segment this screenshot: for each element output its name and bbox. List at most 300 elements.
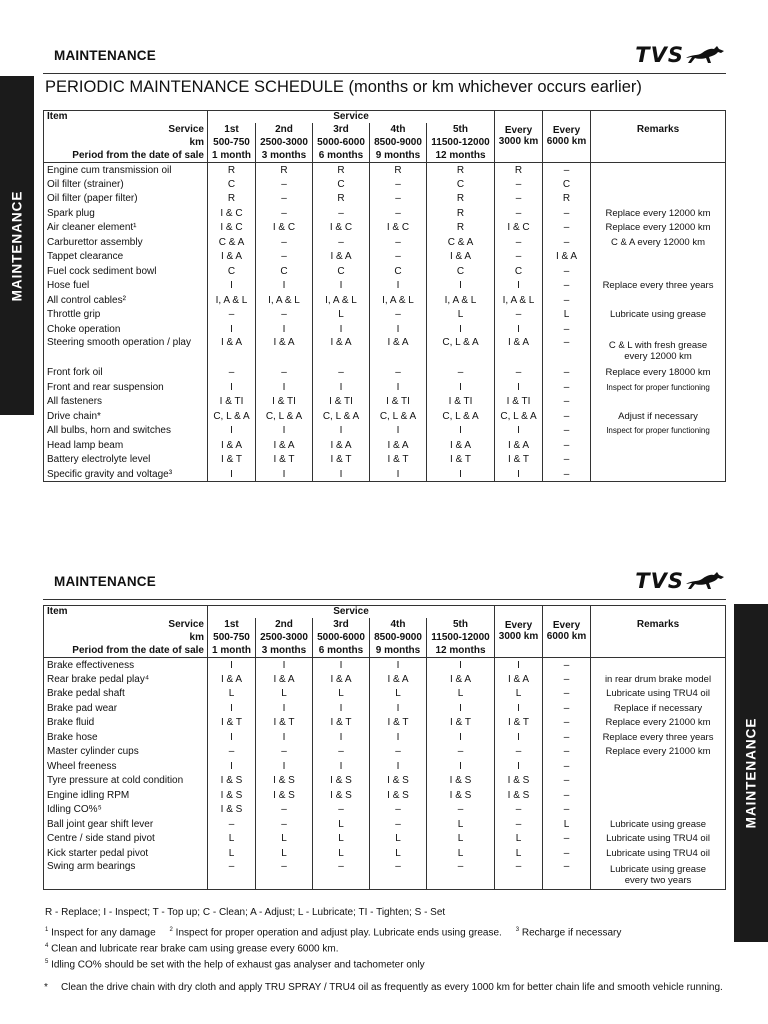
schedule-cell: – [256, 250, 313, 265]
schedule-cell: – [543, 279, 591, 294]
footnote-1: Inspect for any damage [51, 927, 156, 939]
km-label: km [44, 631, 208, 644]
schedule-cell: C [543, 177, 591, 192]
schedule-cell: C, L & A [427, 409, 495, 424]
schedule-cell: – [495, 192, 543, 207]
col-2nd: 2nd [256, 618, 313, 631]
section-label: MAINTENANCE [54, 574, 156, 589]
row-item: Throttle grip [44, 308, 208, 323]
period: 9 months [370, 644, 427, 658]
schedule-cell: L [313, 817, 370, 832]
schedule-cell: – [256, 177, 313, 192]
row-remark: C & A every 12000 km [591, 235, 726, 250]
row-item: Master cylinder cups [44, 745, 208, 760]
period: 1 month [208, 149, 256, 163]
schedule-cell: I & A [256, 672, 313, 687]
row-item: All control cables² [44, 293, 208, 308]
schedule-cell: I [208, 322, 256, 337]
service-header: Service [208, 111, 495, 123]
schedule-cell: – [313, 861, 370, 890]
schedule-cell: R [313, 163, 370, 178]
schedule-cell: I & T [256, 453, 313, 468]
schedule-cell: I & A [427, 250, 495, 265]
schedule-cell: I & S [208, 788, 256, 803]
schedule-cell: I & S [256, 788, 313, 803]
schedule-cell: I & S [313, 774, 370, 789]
footnote-row-4: $^4$ Clean and lubricate rear brake cam using grease every 6000 km. [45, 943, 339, 955]
table-row [44, 293, 726, 308]
table-row [44, 687, 726, 702]
schedule-cell: – [370, 817, 427, 832]
schedule-cell: C [427, 264, 495, 279]
schedule-cell: C, L & A [208, 409, 256, 424]
row-remark [591, 803, 726, 818]
side-tab-label: MAINTENANCE [743, 717, 759, 829]
schedule-cell: – [495, 745, 543, 760]
schedule-cell: C [427, 177, 495, 192]
schedule-cell: – [543, 395, 591, 410]
schedule-cell: C, L & A [256, 409, 313, 424]
km-range: 2500-3000 [256, 136, 313, 149]
schedule-cell: I & A [495, 672, 543, 687]
schedule-cell: I [256, 658, 313, 673]
schedule-cell: I & A [208, 337, 256, 366]
schedule-cell: C, L & A [370, 409, 427, 424]
schedule-cell: – [427, 366, 495, 381]
schedule-cell: I [313, 759, 370, 774]
schedule-cell: I [427, 730, 495, 745]
table-row [44, 817, 726, 832]
schedule-cell: L [208, 687, 256, 702]
brand-name: TVS [635, 569, 684, 593]
row-item: Kick starter pedal pivot [44, 846, 208, 861]
schedule-cell: I & T [208, 453, 256, 468]
page-header-top [43, 41, 726, 74]
brand-logo [635, 567, 726, 595]
schedule-cell: C, L & A [427, 337, 495, 366]
schedule-cell: L [495, 687, 543, 702]
schedule-cell: L [427, 832, 495, 847]
schedule-cell: I [370, 380, 427, 395]
schedule-cell: I & C [370, 221, 427, 236]
side-tab-left [0, 76, 34, 415]
schedule-cell: I [370, 759, 427, 774]
schedule-cell: R [370, 163, 427, 178]
row-item: Brake pedal shaft [44, 687, 208, 702]
star-mark: * [44, 982, 48, 993]
schedule-cell: – [256, 745, 313, 760]
horse-logo-icon [684, 44, 726, 66]
schedule-cell: I [370, 701, 427, 716]
row-remark: Replace every 12000 km [591, 221, 726, 236]
schedule-cell: – [208, 817, 256, 832]
schedule-cell: C [313, 177, 370, 192]
schedule-cell: I & A [256, 438, 313, 453]
row-item: All fasteners [44, 395, 208, 410]
period: 6 months [313, 644, 370, 658]
table-row [44, 774, 726, 789]
brand-name: TVS [635, 43, 684, 67]
table-row [44, 730, 726, 745]
schedule-cell: L [256, 832, 313, 847]
row-item: Engine idling RPM [44, 788, 208, 803]
schedule-cell: I & A [543, 250, 591, 265]
table-row [44, 221, 726, 236]
schedule-cell: – [256, 861, 313, 890]
row-item: Brake pad wear [44, 701, 208, 716]
row-remark: Adjust if necessary [591, 409, 726, 424]
schedule-cell: C, L & A [495, 409, 543, 424]
schedule-cell: I [256, 701, 313, 716]
schedule-cell: I [427, 658, 495, 673]
schedule-cell: – [313, 366, 370, 381]
schedule-cell: – [256, 817, 313, 832]
schedule-cell: I [427, 279, 495, 294]
page-title: PERIODIC MAINTENANCE SCHEDULE (months or km whichever occurs earlier) [45, 78, 642, 96]
row-remark: Replace every three years [591, 279, 726, 294]
schedule-cell: – [543, 759, 591, 774]
row-remark: Inspect for proper functioning [591, 380, 726, 395]
footnote-row-1: $^1$ Inspect for any damage $^2$ Inspect for proper operation and adjust play. Lubricate ends using grease. $^3$ Recharge if necessary [45, 927, 622, 939]
schedule-cell: I, A & L [313, 293, 370, 308]
maintenance-table-1 [43, 110, 726, 482]
schedule-cell: – [256, 803, 313, 818]
schedule-cell: I & TI [208, 395, 256, 410]
schedule-cell: I & A [427, 672, 495, 687]
table-row [44, 832, 726, 847]
period: 12 months [427, 149, 495, 163]
schedule-cell: I [313, 279, 370, 294]
table-row [44, 235, 726, 250]
row-item: Oil filter (paper filter) [44, 192, 208, 207]
item-header: Item [44, 111, 208, 123]
schedule-cell: – [543, 293, 591, 308]
schedule-cell: I [427, 380, 495, 395]
schedule-cell: I & A [370, 337, 427, 366]
schedule-cell: I [370, 424, 427, 439]
row-remark [591, 453, 726, 468]
schedule-cell: – [370, 177, 427, 192]
schedule-cell: I & S [313, 788, 370, 803]
brand-logo [635, 41, 726, 69]
schedule-cell: C [256, 264, 313, 279]
row-item: Spark plug [44, 206, 208, 221]
row-remark: Replace if necessary [591, 701, 726, 716]
row-item: Hose fuel [44, 279, 208, 294]
schedule-cell: I [370, 322, 427, 337]
schedule-cell: I [208, 279, 256, 294]
schedule-cell: L [313, 308, 370, 323]
row-remark [591, 293, 726, 308]
schedule-cell: C, L & A [313, 409, 370, 424]
row-remark [591, 788, 726, 803]
schedule-cell: R [208, 163, 256, 178]
row-remark [591, 438, 726, 453]
period: 1 month [208, 644, 256, 658]
row-item: Front fork oil [44, 366, 208, 381]
remark-line-1: Lubricate using grease [609, 863, 707, 875]
row-remark [591, 658, 726, 673]
table-row [44, 409, 726, 424]
schedule-cell: I [208, 730, 256, 745]
period: 3 months [256, 149, 313, 163]
row-item: Tyre pressure at cold condition [44, 774, 208, 789]
schedule-cell: I [256, 322, 313, 337]
schedule-cell: I, A & L [256, 293, 313, 308]
schedule-cell: L [543, 817, 591, 832]
row-item: Idling CO%⁵ [44, 803, 208, 818]
schedule-cell: I, A & L [495, 293, 543, 308]
schedule-cell: I & A [370, 438, 427, 453]
row-item: Wheel freeness [44, 759, 208, 774]
schedule-cell: I [208, 701, 256, 716]
row-item: Head lamp beam [44, 438, 208, 453]
schedule-cell: C [495, 264, 543, 279]
row-item: Air cleaner element¹ [44, 221, 208, 236]
col-every-3000: Every 3000 km [495, 123, 543, 149]
row-remark: Replace every three years [591, 730, 726, 745]
table-row [44, 206, 726, 221]
item-header: Item [44, 606, 208, 618]
schedule-cell: I [370, 467, 427, 482]
schedule-cell: I & S [208, 774, 256, 789]
row-remark [591, 264, 726, 279]
schedule-cell: – [495, 206, 543, 221]
schedule-cell: I & TI [256, 395, 313, 410]
table-row [44, 395, 726, 410]
schedule-cell: – [208, 366, 256, 381]
schedule-cell: – [313, 206, 370, 221]
schedule-cell: I [313, 467, 370, 482]
schedule-cell: I & TI [313, 395, 370, 410]
col-3rd: 3rd [313, 123, 370, 136]
schedule-cell: I & S [495, 788, 543, 803]
remarks-header: Remarks [591, 618, 726, 631]
row-item: Steering smooth operation / play [44, 337, 208, 366]
schedule-cell: L [208, 832, 256, 847]
schedule-cell: – [543, 235, 591, 250]
schedule-cell: R [313, 192, 370, 207]
page-header-bottom [43, 567, 726, 600]
service-label: Service [44, 123, 208, 136]
schedule-cell: C [208, 264, 256, 279]
schedule-cell: I & A [208, 250, 256, 265]
km-range: 11500-12000 [427, 136, 495, 149]
schedule-cell: – [495, 308, 543, 323]
schedule-cell: – [543, 409, 591, 424]
schedule-cell: I [427, 322, 495, 337]
side-tab-label: MAINTENANCE [9, 190, 25, 301]
row-remark [591, 250, 726, 265]
schedule-cell: I & T [313, 716, 370, 731]
schedule-cell: I & S [370, 774, 427, 789]
schedule-cell: – [543, 730, 591, 745]
col-4th: 4th [370, 123, 427, 136]
schedule-cell: I [495, 424, 543, 439]
schedule-cell: – [495, 250, 543, 265]
schedule-cell: I [495, 701, 543, 716]
table-row [44, 716, 726, 731]
col-4th: 4th [370, 618, 427, 631]
table-row [44, 803, 726, 818]
schedule-cell: I [495, 380, 543, 395]
schedule-cell: – [543, 745, 591, 760]
schedule-cell: – [427, 803, 495, 818]
schedule-cell: – [427, 745, 495, 760]
schedule-cell: – [208, 308, 256, 323]
schedule-cell: I & TI [427, 395, 495, 410]
schedule-cell: I [208, 759, 256, 774]
schedule-cell: I & A [370, 672, 427, 687]
schedule-cell: I [256, 759, 313, 774]
row-remark [591, 395, 726, 410]
service-label: Service [44, 618, 208, 631]
horse-logo-icon [684, 570, 726, 592]
schedule-cell: R [208, 192, 256, 207]
schedule-cell: L [427, 817, 495, 832]
schedule-cell: – [543, 658, 591, 673]
schedule-cell: L [370, 687, 427, 702]
km-range: 2500-3000 [256, 631, 313, 644]
schedule-cell: I & S [208, 803, 256, 818]
period: 3 months [256, 644, 313, 658]
schedule-cell: I & C [208, 206, 256, 221]
col-1st: 1st [208, 123, 256, 136]
table-row [44, 380, 726, 395]
schedule-cell: – [543, 453, 591, 468]
schedule-cell: – [543, 337, 591, 366]
schedule-cell: – [543, 846, 591, 861]
schedule-cell: I [427, 467, 495, 482]
table-row [44, 192, 726, 207]
row-remark: Replace every 21000 km [591, 716, 726, 731]
km-range: 500-750 [208, 631, 256, 644]
row-remark: Lubricate using grease [591, 817, 726, 832]
schedule-cell: I [495, 279, 543, 294]
schedule-cell: I & A [313, 337, 370, 366]
schedule-cell: – [543, 803, 591, 818]
row-remark: Lubricate using TRU4 oil [591, 687, 726, 702]
col-3rd: 3rd [313, 618, 370, 631]
schedule-cell: I [495, 467, 543, 482]
schedule-cell: I [370, 730, 427, 745]
side-tab-right [734, 604, 768, 942]
schedule-cell: I & T [256, 716, 313, 731]
row-remark: Replace every 12000 km [591, 206, 726, 221]
schedule-cell: – [543, 832, 591, 847]
footnote-4: Clean and lubricate rear brake cam using grease every 6000 km. [51, 943, 339, 955]
schedule-cell: L [313, 687, 370, 702]
table-row [44, 846, 726, 861]
schedule-cell: I [208, 380, 256, 395]
schedule-cell: – [495, 366, 543, 381]
schedule-cell: – [543, 438, 591, 453]
schedule-cell: L [427, 687, 495, 702]
schedule-cell: I & S [427, 788, 495, 803]
schedule-cell: – [495, 803, 543, 818]
row-remark [591, 163, 726, 178]
table-row [44, 788, 726, 803]
km-range: 5000-6000 [313, 631, 370, 644]
schedule-cell: R [256, 163, 313, 178]
row-item: Tappet clearance [44, 250, 208, 265]
schedule-cell: I [495, 322, 543, 337]
schedule-cell: I & A [427, 438, 495, 453]
schedule-cell: – [370, 192, 427, 207]
row-remark [591, 861, 726, 890]
schedule-cell: – [370, 206, 427, 221]
section-label: MAINTENANCE [54, 48, 156, 63]
table-row [44, 759, 726, 774]
remark-line-2: every 12000 km [624, 351, 692, 362]
schedule-cell: – [256, 366, 313, 381]
row-item: Swing arm bearings [44, 861, 208, 890]
schedule-cell: I & A [495, 438, 543, 453]
row-item: Ball joint gear shift lever [44, 817, 208, 832]
schedule-cell: R [495, 163, 543, 178]
row-remark [591, 322, 726, 337]
row-item: Brake fluid [44, 716, 208, 731]
km-range: 8500-9000 [370, 136, 427, 149]
schedule-cell: – [313, 235, 370, 250]
schedule-cell: – [370, 366, 427, 381]
schedule-cell: – [370, 745, 427, 760]
schedule-cell: – [256, 192, 313, 207]
row-remark [591, 192, 726, 207]
schedule-cell: – [370, 235, 427, 250]
km-range: 5000-6000 [313, 136, 370, 149]
table-row [44, 322, 726, 337]
schedule-cell: – [543, 774, 591, 789]
row-item: Rear brake pedal play⁴ [44, 672, 208, 687]
schedule-cell: I [313, 658, 370, 673]
schedule-cell: I & S [256, 774, 313, 789]
col-every-6000: Every 6000 km [543, 123, 591, 149]
row-remark [591, 774, 726, 789]
row-item: Brake effectiveness [44, 658, 208, 673]
row-item: Front and rear suspension [44, 380, 208, 395]
schedule-cell: I & T [208, 716, 256, 731]
col-5th: 5th [427, 123, 495, 136]
schedule-cell: – [543, 264, 591, 279]
schedule-cell: I [208, 467, 256, 482]
schedule-cell: I [427, 701, 495, 716]
table-row [44, 467, 726, 482]
schedule-cell: I & TI [495, 395, 543, 410]
km-range: 500-750 [208, 136, 256, 149]
schedule-cell: R [427, 206, 495, 221]
schedule-cell: – [543, 221, 591, 236]
row-remark: Inspect for proper functioning [591, 424, 726, 439]
row-item: Oil filter (strainer) [44, 177, 208, 192]
schedule-cell: I & S [427, 774, 495, 789]
maintenance-table-2 [43, 605, 726, 890]
schedule-cell: – [543, 380, 591, 395]
schedule-cell: – [495, 861, 543, 890]
schedule-cell: I & A [256, 337, 313, 366]
schedule-cell: – [208, 861, 256, 890]
schedule-cell: – [543, 206, 591, 221]
schedule-cell: R [427, 192, 495, 207]
schedule-cell: I [256, 380, 313, 395]
service-header: Service [208, 606, 495, 618]
km-range: 8500-9000 [370, 631, 427, 644]
schedule-cell: – [543, 687, 591, 702]
schedule-cell: I & T [370, 453, 427, 468]
schedule-cell: I [256, 730, 313, 745]
schedule-cell: I, A & L [370, 293, 427, 308]
schedule-cell: L [370, 832, 427, 847]
